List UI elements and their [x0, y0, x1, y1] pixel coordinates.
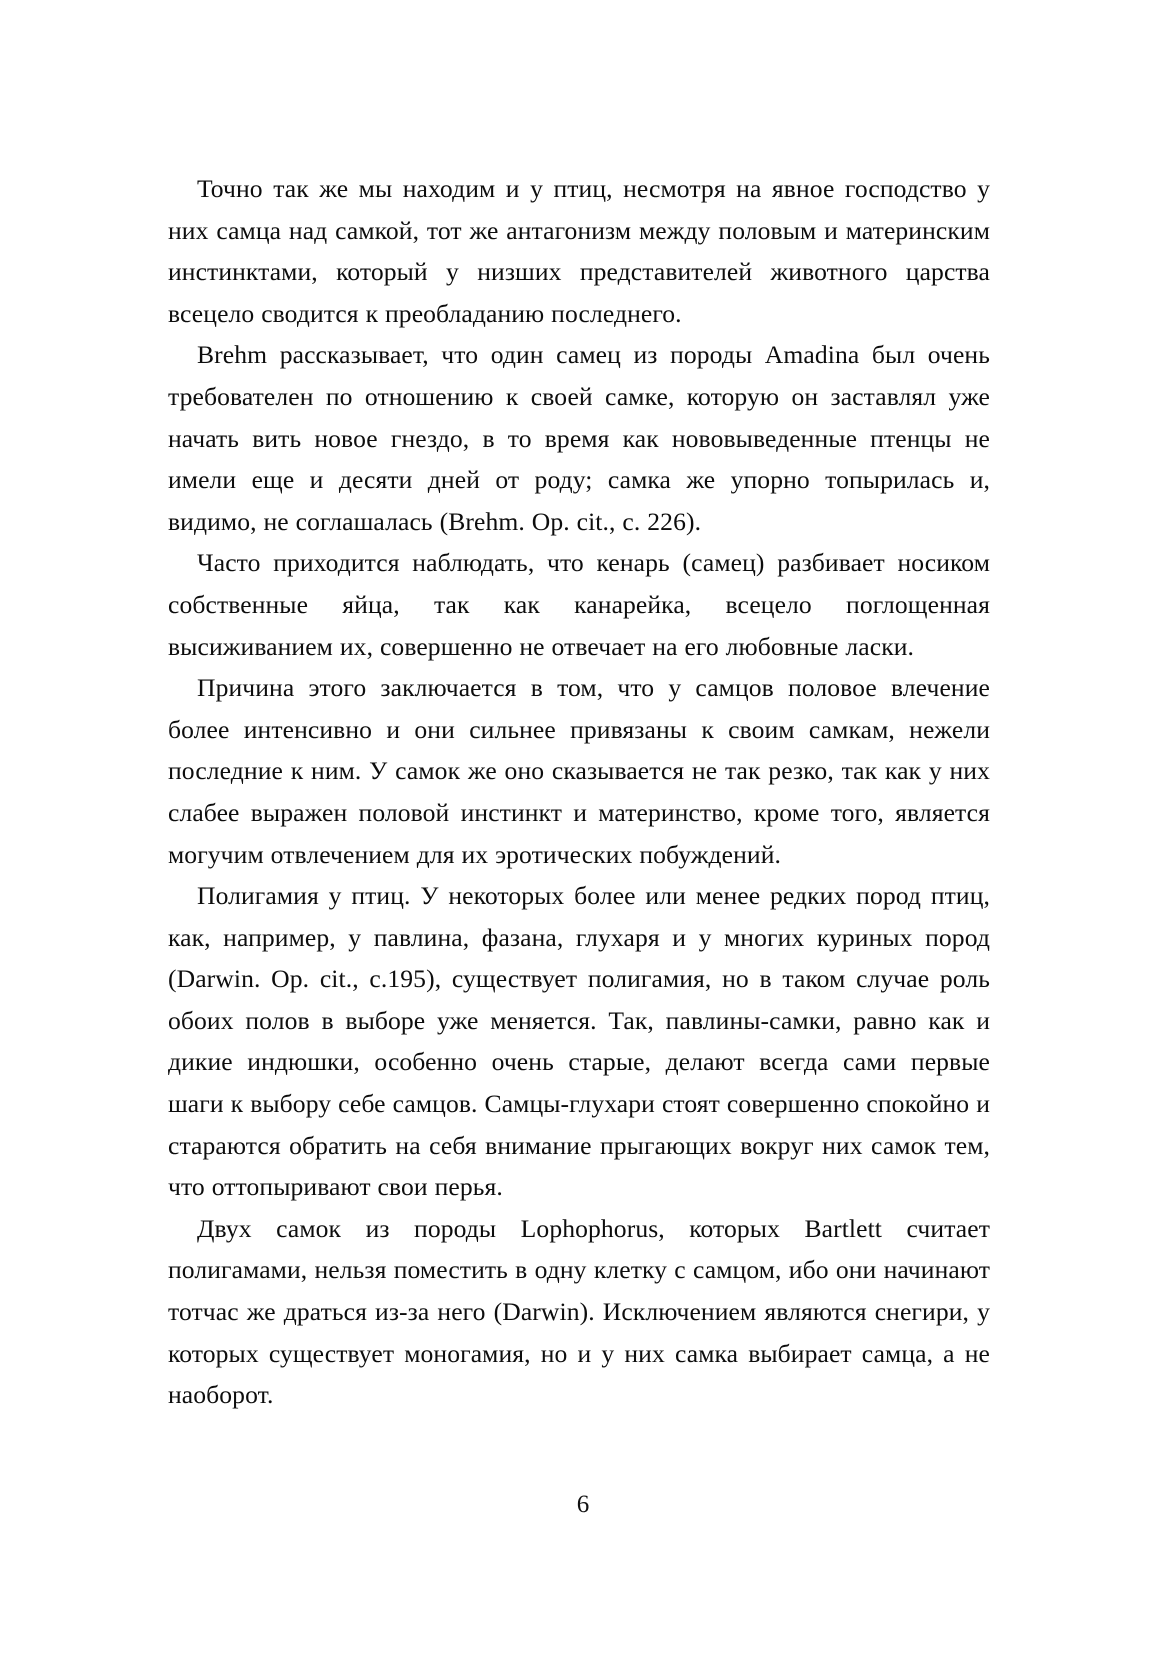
paragraph: Точно так же мы находим и у птиц, несмотря на явное господство у них самца над самкой, тот же антагонизм между половым и материнским инстинктами, который у низших представителей животного царства всецело сводится к преобладанию последнего.	[168, 174, 990, 328]
paragraph: Причина этого заключается в том, что у самцов половое влечение более интенсивно и они сильнее привязаны к своим самкам, нежели последние к ним. У самок же оно сказывается не так резко, так как у них слабее выражен половой инстинкт и материнство, кроме того, является могучим отвлечением для их эротических побуждений.	[168, 673, 990, 869]
page-number: 6	[576, 1491, 590, 1518]
paragraph: Brehm рассказывает, что один самец из породы Amadina был очень требователен по отношению к своей самке, которую он заставлял уже начать вить новое гнездо, в то время как нововыведенные птенцы не имели еще и десяти дней от роду; самка же упорно топырилась и, видимо, не соглашалась (Brehm. Op. cit., с. 226).	[168, 340, 990, 536]
paragraph: Часто приходится наблюдать, что кенарь (самец) разбивает носиком собственные яйца, так как канарейка, всецело поглощенная высиживанием их, совершенно не отвечает на его любовные ласки.	[168, 548, 990, 661]
paragraph: Двух самок из породы Lophophorus, которых Bartlett считает полигамами, нельзя поместить в одну клетку с самцом, ибо они начинают тотчас же драться из-за него (Darwin). Исключением являются снегири, у которых существует моногамия, но и у них самка выбирает самца, а не наоборот.	[168, 1213, 990, 1410]
paragraph: Полигамия у птиц. У некоторых более или менее редких пород птиц, как, например, у павлина, фазана, глухаря и у многих куриных пород (Darwin. Op. cit., с.195), существует полигамия, но в таком случае роль обоих полов в выборе уже меняется. Так, павлины-самки, равно как и дикие индюшки, особенно очень старые, делают всегда сами первые шаги к выбору себе самцов. Самцы-глухари стоят совершенно спокойно и стараются обратить на себя внимание прыгающих вокруг них самок тем, что оттопыривают свои перья.	[168, 881, 990, 1202]
page-body-text	[168, 168, 990, 1416]
